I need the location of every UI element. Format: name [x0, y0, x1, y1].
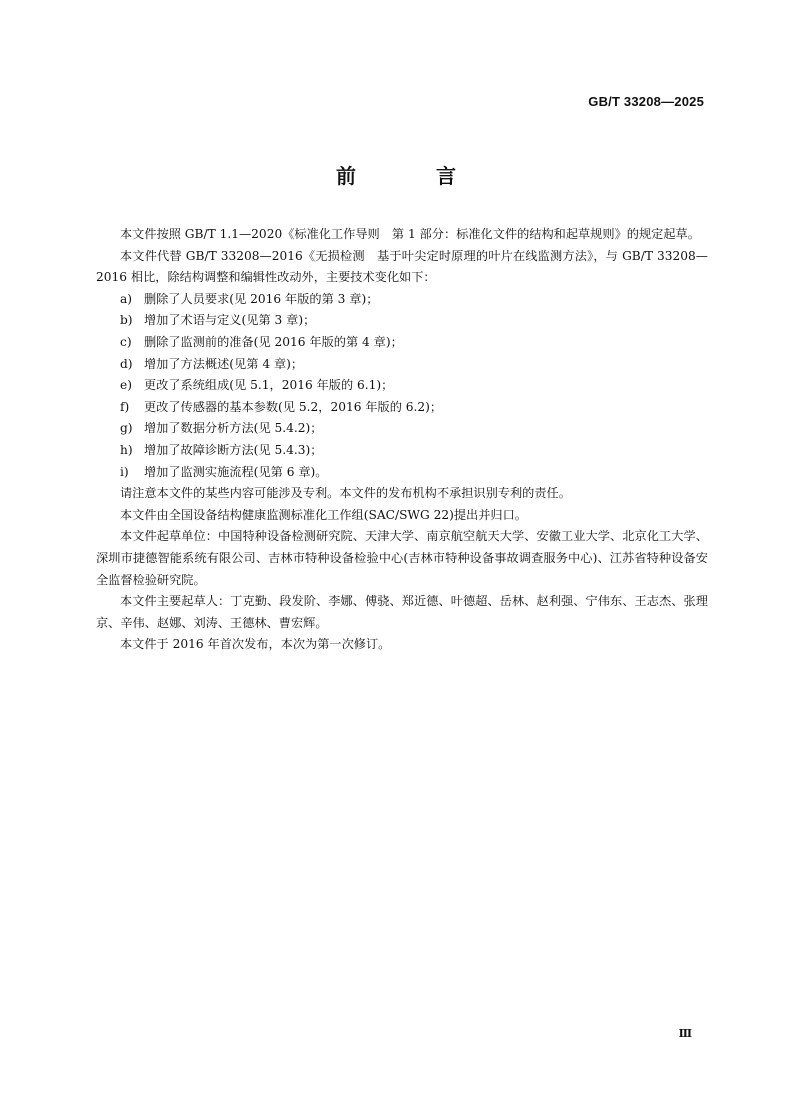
paragraph-patent-notice: 请注意本文件的某些内容可能涉及专利。本文件的发布机构不承担识别专利的责任。	[120, 486, 571, 501]
list-item	[96, 354, 708, 376]
list-item-text: 增加了监测实施流程(见第 6 章)。	[144, 464, 328, 479]
list-item-text: 增加了方法概述(见第 4 章)；	[144, 356, 304, 371]
changes-list	[96, 289, 708, 483]
list-item	[96, 375, 708, 397]
list-item-text: 增加了数据分析方法(见 5.4.2)；	[144, 421, 323, 436]
list-item	[96, 462, 708, 484]
paragraph-proposer: 本文件由全国设备结构健康监测标准化工作组(SAC/SWG 22)提出并归口。	[120, 507, 527, 522]
list-item	[96, 418, 708, 440]
list-item	[96, 397, 708, 419]
paragraph-replacement: 本文件代替 GB/T 33208—2016《无损检测 基于叶尖定时原理的叶片在线监测方法》，与 GB/T 33208—2016 相比，除结构调整和编辑性改动外，主要技术变化如下：	[96, 248, 708, 285]
list-marker: g)	[120, 421, 133, 436]
list-item	[96, 332, 708, 354]
list-item	[96, 289, 708, 311]
list-marker: d)	[120, 356, 133, 371]
list-item-text: 更改了传感器的基本参数(见 5.2，2016 年版的 6.2)；	[144, 399, 443, 414]
page-number: Ⅲ	[678, 1027, 692, 1040]
list-marker: f)	[120, 399, 130, 414]
list-item-text: 增加了术语与定义(见第 3 章)；	[144, 313, 316, 328]
list-item-text: 更改了系统组成(见 5.1，2016 年版的 6.1)；	[144, 378, 394, 393]
document-body	[96, 224, 708, 656]
standard-code: GB/T 33208—2025	[588, 94, 704, 109]
list-marker: e)	[120, 378, 132, 393]
list-marker: i)	[120, 464, 129, 479]
paragraph-drafting-rules: 本文件按照 GB/T 1.1—2020《标准化工作导则 第 1 部分：标准化文件的结构和起草规则》的规定起草。	[120, 227, 700, 241]
list-item	[96, 440, 708, 462]
paragraph-drafting-units: 本文件起草单位：中国特种设备检测研究院、天津大学、南京航空航天大学、安徽工业大学、北京化工大学、深圳市捷德智能系统有限公司、吉林市特种设备检验中心(吉林市特种设备事故调查服务中心)、江苏省特种设备安全监督检验研究院。	[96, 529, 708, 587]
list-marker: h)	[120, 442, 133, 457]
list-item	[96, 310, 708, 332]
list-item-text: 删除了监测前的准备(见 2016 年版的第 4 章)；	[144, 334, 403, 349]
paragraph-revision-history: 本文件于 2016 年首次发布，本次为第一次修订。	[120, 637, 391, 652]
list-item-text: 增加了故障诊断方法(见 5.4.3)；	[144, 442, 323, 457]
list-marker: a)	[120, 291, 133, 306]
list-marker: b)	[120, 313, 133, 328]
paragraph-drafters: 本文件主要起草人：丁克勤、段发阶、李娜、傅骁、郑近德、叶德超、岳林、赵利强、宁伟东、王志杰、张理京、辛伟、赵娜、刘涛、王德林、曹宏辉。	[96, 594, 708, 630]
list-marker: c)	[120, 334, 132, 349]
page-title: 前 言	[336, 164, 486, 188]
list-item-text: 删除了人员要求(见 2016 年版的第 3 章)；	[144, 291, 379, 306]
